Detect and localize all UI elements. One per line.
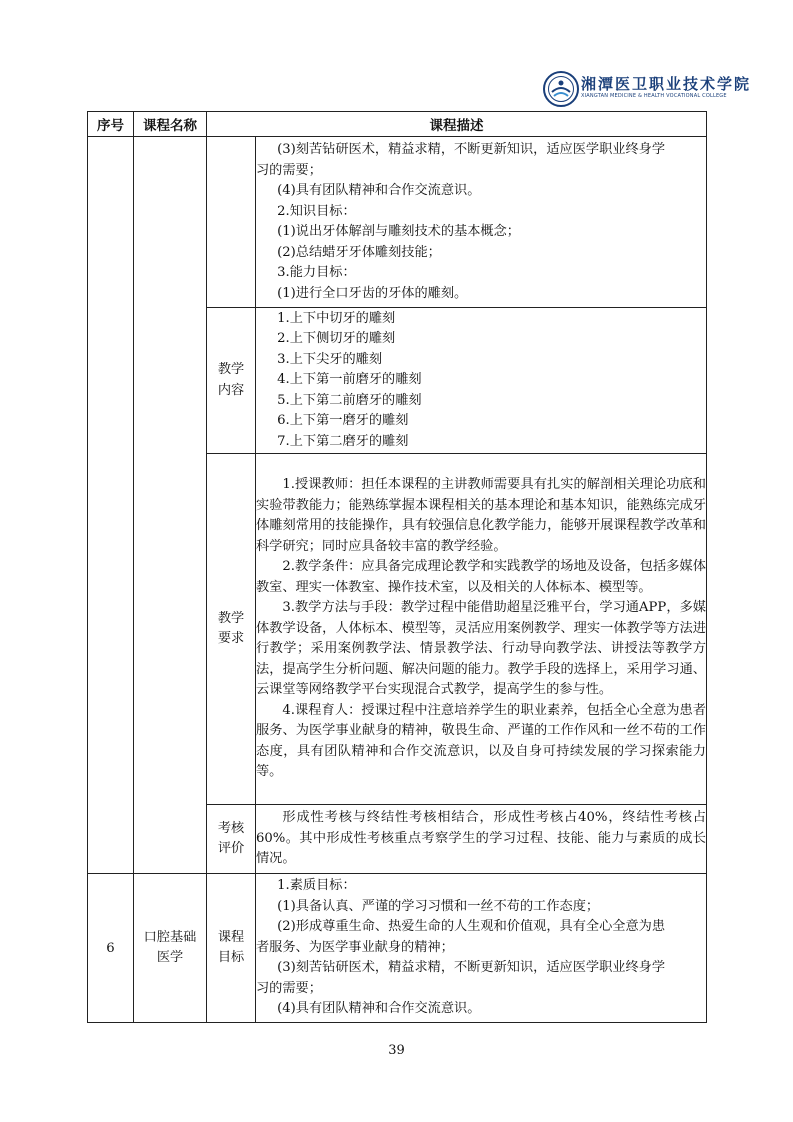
teaching-requirements-label — [207, 454, 256, 805]
course-name — [134, 874, 207, 1023]
requirement-paragraph: 4.课程育人：授课过程中注意培养学生的职业素养，包括全心全意为患者服务、为医学事业献身的精神，敬畏生命、严谨的工作作风和一丝不苟的工作态度，具有团队精神和合作交流意识，以及自身可持续发展的学习探索能力等。 — [256, 702, 706, 780]
assessment-label — [207, 805, 256, 874]
course-name-cell-continued — [134, 137, 207, 874]
goal-line: 3.能力目标： — [277, 265, 356, 280]
table-row — [88, 874, 707, 1023]
teaching-content-label-text: 教学 内容 — [217, 362, 245, 398]
course-goals-continued — [256, 137, 707, 308]
requirement-paragraph: 3.教学方法与手段：教学过程中能借助超星泛雅平台，学习通APP，多媒体教学设备，人体标本、模型等，灵活应用案例教学、理实一体教学等方法进行教学；采用案例教学法、情景教学法、行动导向教学法、讲授法等教学方法，提高学生分析问题、解决问题的能力。教学手段的选择上，采用学习通、云课堂等网络教学平台实现混合式教学，提高学生的参与性。 — [256, 600, 706, 698]
logo-chinese-name: 湘潭医卫职业技术学院 — [581, 75, 752, 93]
goal-line: (3)刻苦钻研医术，精益求精，不断更新知识，适应医学职业终身学 — [277, 960, 666, 976]
assessment-description — [256, 805, 707, 874]
goal-line: (3)刻苦钻研医术，精益求精，不断更新知识，适应医学职业终身学 — [277, 142, 666, 157]
content-line: 3.上下尖牙的雕刻 — [277, 351, 383, 367]
header-course-name: 课程名称 — [134, 112, 207, 137]
assessment-label-text: 考核 评价 — [217, 820, 245, 856]
goal-line: (4)具有团队精神和合作交流意识。 — [277, 1001, 481, 1017]
course-index: 6 — [88, 874, 134, 1023]
college-logo — [543, 71, 752, 109]
goal-line: 1.素质目标： — [277, 878, 356, 894]
assessment-text: 形成性考核与终结性考核相结合，形成性考核占40%，终结性考核占60%。其中形成性考核重点考察学生的学习过程、技能、能力与素质的成长情况。 — [256, 810, 706, 867]
requirement-paragraph: 1.授课教师：担任本课程的主讲教师需要具有扎实的解剖相关理论功底和实验带教能力；能熟练掌握本课程相关的基本理论和基本知识，能熟练完成牙体雕刻常用的技能操作，具有较强信息化教学能力，能够开展课程教学改革和科学研究；同时应具备较丰富的教学经验。 — [256, 477, 706, 554]
content-line: 2.上下侧切牙的雕刻 — [277, 331, 396, 347]
teaching-content-label — [207, 308, 256, 454]
goal-line: 习的需要； — [256, 980, 322, 996]
goal-line: (1)说出牙体解剖与雕刻技术的基本概念； — [277, 224, 520, 239]
goal-label-cell-continued — [207, 137, 256, 308]
index-cell-continued — [88, 137, 134, 874]
header-index: 序号 — [88, 112, 134, 137]
course-goals-label — [207, 874, 256, 1023]
content-line: 4.上下第一前磨牙的雕刻 — [277, 372, 422, 388]
teaching-requirements-label-text: 教学 要求 — [217, 610, 245, 646]
course-table — [87, 111, 707, 1023]
content-line: 1.上下中切牙的雕刻 — [277, 310, 396, 326]
requirement-paragraph: 2.教学条件：应具备完成理论教学和实践教学的场地及设备，包括多媒体教室、理实一体教室、操作技术室，以及相关的人体标本、模型等。 — [256, 559, 706, 595]
goal-line: (1)进行全口牙齿的牙体的雕刻。 — [277, 285, 468, 301]
college-seal-icon — [543, 71, 579, 107]
goal-line: (2)总结蜡牙牙体雕刻技能； — [277, 244, 441, 260]
course-goals — [256, 874, 707, 1023]
content-line: 6.上下第一磨牙的雕刻 — [277, 413, 409, 429]
logo-english-name: XIANGTAN MEDICINE & HEALTH VOCATIONAL COLLEGE — [581, 93, 727, 99]
table-row — [88, 137, 707, 308]
content-line: 7.上下第二磨牙的雕刻 — [277, 433, 409, 449]
goal-line: (1)具备认真、严谨的学习习惯和一丝不苟的工作态度； — [277, 898, 600, 914]
goal-line: 习的需要； — [256, 162, 322, 178]
goal-line: 者服务、为医学事业献身的精神； — [256, 939, 454, 955]
goal-line: 2.知识目标： — [277, 203, 356, 219]
teaching-content — [256, 308, 707, 454]
page-number: 39 — [388, 1043, 405, 1058]
goal-line: (4)具有团队精神和合作交流意识。 — [277, 183, 481, 198]
content-line: 5.上下第二前磨牙的雕刻 — [277, 392, 422, 408]
course-name-text: 口腔基础 医学 — [143, 929, 197, 965]
header-course-description: 课程描述 — [207, 112, 707, 137]
teaching-requirements — [256, 454, 707, 805]
goal-line: (2)形成尊重生命、热爱生命的人生观和价值观，具有全心全意为患 — [277, 919, 666, 935]
course-goals-label-text: 课程 目标 — [217, 929, 245, 965]
table-header-row — [88, 112, 707, 137]
